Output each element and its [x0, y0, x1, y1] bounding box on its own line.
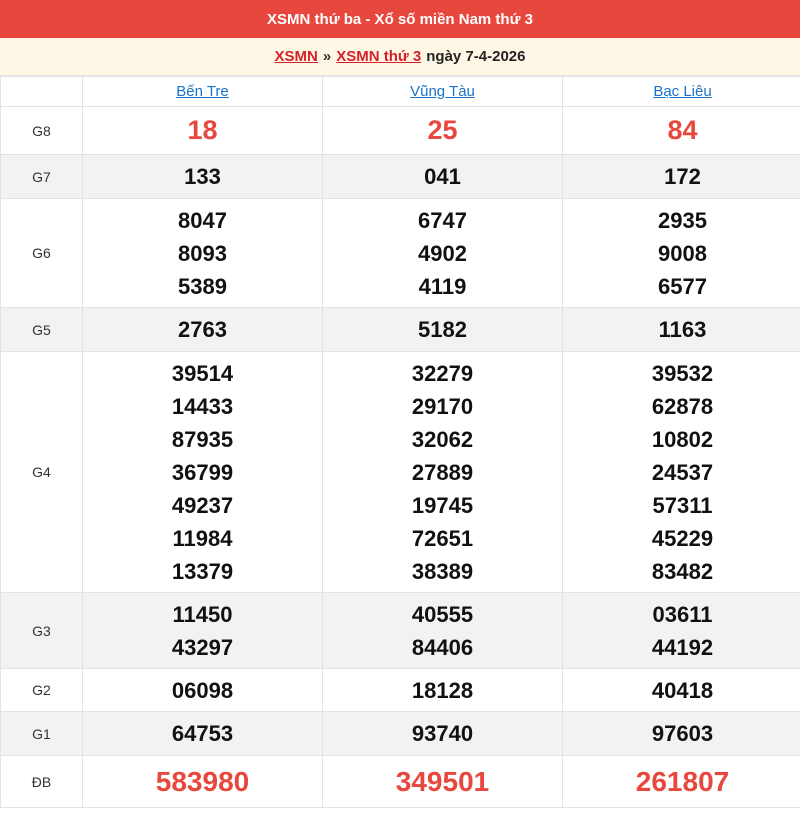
prize-number: 39514 [171, 360, 234, 386]
prize-number: 14433 [171, 393, 234, 419]
prize-cell [323, 712, 563, 756]
prize-cell [323, 308, 563, 352]
province-header [83, 77, 323, 107]
prize-cell [83, 155, 323, 199]
prize-row-g6 [1, 199, 800, 308]
prize-number: 39532 [651, 360, 714, 386]
province-header-row [1, 77, 800, 107]
results-table [0, 76, 800, 808]
prize-label: G5 [1, 308, 83, 352]
prize-cell [83, 669, 323, 712]
prize-cell [563, 669, 800, 712]
prize-number: 4902 [418, 240, 467, 266]
prize-number: 84406 [411, 634, 474, 660]
prize-cell [83, 199, 323, 308]
page-title-text: XSMN thứ ba - Xổ số miền Nam thứ 3 [267, 10, 533, 28]
prize-number: 24537 [651, 459, 714, 485]
prize-number: 11984 [172, 525, 233, 551]
prize-label: G1 [1, 712, 83, 756]
prize-number: 10802 [651, 426, 714, 452]
prize-label: ĐB [1, 756, 83, 808]
prize-number: 62878 [651, 393, 714, 419]
province-header [323, 77, 563, 107]
prize-row-đb [1, 756, 800, 808]
prize-cell [563, 308, 800, 352]
prize-number: 72651 [411, 525, 474, 551]
prize-number: 2935 [658, 207, 707, 233]
prize-number: 43297 [171, 634, 234, 660]
prize-number: 6577 [658, 273, 707, 299]
prize-cell [83, 593, 323, 669]
prize-number: 32279 [411, 360, 474, 386]
prize-number: 45229 [651, 525, 714, 551]
prize-number: 97603 [651, 721, 714, 746]
prize-cell [83, 756, 323, 808]
prize-cell [563, 593, 800, 669]
province-header [563, 77, 800, 107]
prize-number: 84 [667, 115, 698, 145]
prize-label: G4 [1, 352, 83, 593]
prize-number: 27889 [411, 459, 474, 485]
prize-number: 03611 [652, 601, 713, 627]
prize-number: 13379 [171, 558, 234, 584]
prize-cell [563, 107, 800, 155]
prize-number: 44192 [651, 634, 714, 660]
prize-number: 133 [184, 164, 221, 189]
prize-label: G7 [1, 155, 83, 199]
prize-number: 9008 [658, 240, 707, 266]
prize-number: 29170 [411, 393, 474, 419]
prize-cell [83, 107, 323, 155]
prize-cell [83, 712, 323, 756]
prize-number: 93740 [411, 721, 474, 746]
prize-number: 83482 [651, 558, 714, 584]
corner-cell [1, 77, 83, 107]
prize-cell [323, 593, 563, 669]
prize-row-g8 [1, 107, 800, 155]
prize-label: G6 [1, 199, 83, 308]
prize-number: 38389 [411, 558, 474, 584]
breadcrumb-link-xsmn-thu-3[interactable]: XSMN thứ 3 [336, 48, 422, 65]
prize-row-g2 [1, 669, 800, 712]
prize-number: 64753 [171, 721, 234, 746]
prize-rows [1, 107, 800, 808]
draw-date: ngày 7-4-2026 [426, 48, 526, 65]
page-title [0, 0, 800, 38]
prize-number: 6747 [418, 207, 467, 233]
prize-row-g4 [1, 352, 800, 593]
prize-cell [563, 155, 800, 199]
prize-number: 5389 [178, 273, 227, 299]
prize-cell [323, 155, 563, 199]
prize-cell [563, 352, 800, 593]
prize-cell [563, 756, 800, 808]
prize-number: 2763 [178, 317, 227, 342]
prize-number: 041 [424, 164, 461, 189]
prize-number: 06098 [171, 677, 234, 703]
prize-number: 19745 [411, 492, 474, 518]
prize-number: 8093 [178, 240, 227, 266]
breadcrumb-link-xsmn[interactable]: XSMN [274, 48, 318, 65]
prize-cell [83, 352, 323, 593]
prize-number: 172 [664, 164, 701, 189]
prize-row-g7 [1, 155, 800, 199]
prize-cell [83, 308, 323, 352]
prize-number: 11450 [172, 601, 233, 627]
prize-cell [563, 199, 800, 308]
breadcrumb [0, 38, 800, 76]
prize-number: 40418 [651, 677, 714, 703]
prize-cell [323, 199, 563, 308]
prize-number: 18 [187, 115, 218, 145]
prize-number: 18128 [411, 677, 474, 703]
prize-number: 5182 [418, 317, 467, 342]
prize-number: 583980 [155, 766, 250, 797]
prize-row-g3 [1, 593, 800, 669]
prize-row-g5 [1, 308, 800, 352]
prize-label: G3 [1, 593, 83, 669]
prize-label: G2 [1, 669, 83, 712]
province-link-bac-lieu[interactable]: Bạc Liêu [653, 83, 712, 100]
prize-number: 49237 [171, 492, 234, 518]
prize-number: 8047 [178, 207, 227, 233]
prize-number: 40555 [411, 601, 474, 627]
prize-number: 4119 [418, 273, 467, 299]
prize-cell [323, 669, 563, 712]
province-link-ben-tre[interactable]: Bến Tre [176, 83, 229, 100]
prize-cell [323, 107, 563, 155]
prize-number: 36799 [171, 459, 234, 485]
prize-number: 1163 [658, 317, 707, 342]
prize-number: 25 [427, 115, 458, 145]
prize-cell [563, 712, 800, 756]
prize-number: 261807 [635, 766, 730, 797]
province-link-vung-tau[interactable]: Vũng Tàu [410, 83, 475, 100]
prize-cell [323, 756, 563, 808]
prize-number: 57311 [652, 492, 713, 518]
prize-row-g1 [1, 712, 800, 756]
prize-label: G8 [1, 107, 83, 155]
prize-cell [323, 352, 563, 593]
prize-number: 87935 [171, 426, 234, 452]
prize-number: 32062 [411, 426, 474, 452]
prize-number: 349501 [395, 766, 490, 797]
breadcrumb-separator: » [322, 48, 332, 65]
